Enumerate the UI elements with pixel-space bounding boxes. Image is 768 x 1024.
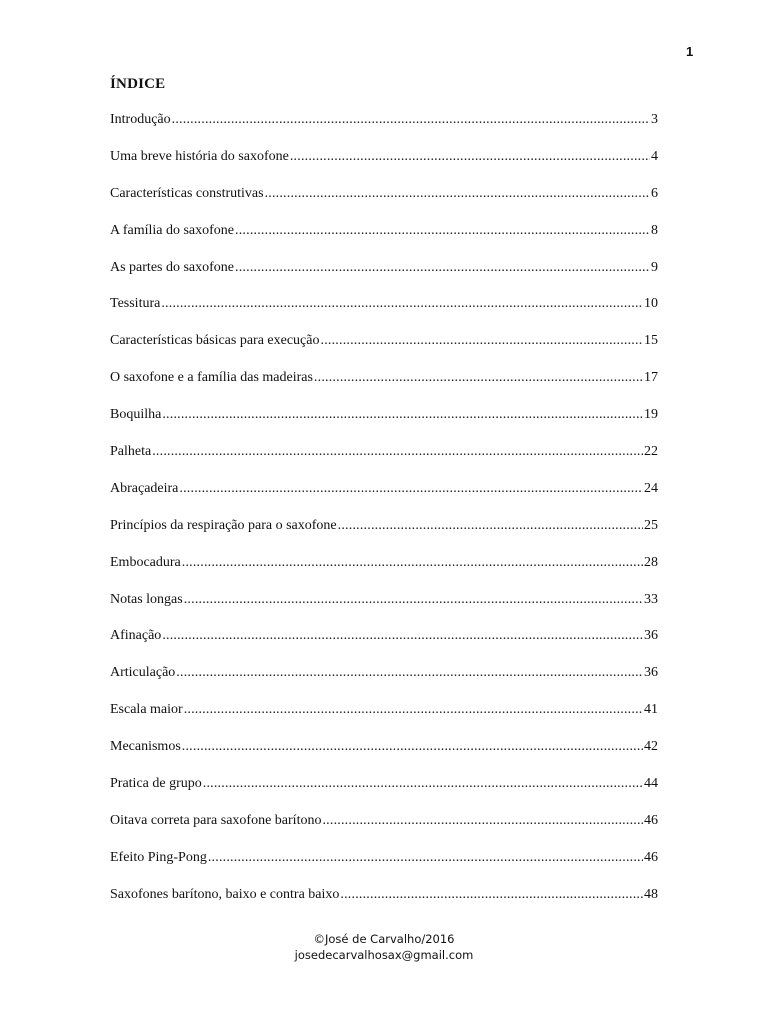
- toc-entry-label: Notas longas: [110, 591, 183, 607]
- toc-entry: [110, 296, 658, 333]
- toc-entry-page: 19: [644, 407, 658, 423]
- toc-entry-label: Boquilha: [110, 407, 162, 423]
- toc-entry: [110, 850, 658, 887]
- toc-entry: [110, 149, 658, 186]
- toc-entry-page: 15: [644, 333, 658, 349]
- toc-leader-dots: [235, 223, 650, 239]
- toc-entry: [110, 739, 658, 776]
- toc-entry: [110, 592, 658, 629]
- toc-leader-dots: [182, 555, 643, 571]
- toc-entry-label: Oitava correta para saxofone barítono: [110, 812, 322, 828]
- toc-leader-dots: [184, 702, 643, 718]
- toc-entry: [110, 776, 658, 813]
- toc-entry: [110, 481, 658, 518]
- toc-entry-label: Abraçadeira: [110, 480, 179, 496]
- toc-entry-label: Introdução: [110, 112, 171, 127]
- toc-entry-page: 46: [644, 849, 658, 865]
- toc-entry-label: Pratica de grupo: [110, 776, 202, 792]
- toc-entry: [110, 628, 658, 665]
- toc-entry-page: 46: [644, 812, 658, 828]
- toc-entry: [110, 370, 658, 407]
- toc-entry-page: 3: [651, 112, 658, 127]
- toc-leader-dots: [322, 813, 643, 829]
- toc-entry-page: 24: [644, 480, 658, 496]
- toc-entry: [110, 702, 658, 739]
- toc-leader-dots: [182, 739, 643, 755]
- toc-entry: [110, 333, 658, 370]
- toc-leader-dots: [179, 481, 643, 497]
- toc-entry-label: A família do saxofone: [110, 222, 235, 238]
- toc-entry-label: Mecanismos: [110, 739, 181, 755]
- toc-entry-label: Afinação: [110, 628, 162, 644]
- toc-entry-label: Uma breve história do saxofone: [110, 148, 289, 164]
- toc-leader-dots: [152, 444, 643, 460]
- toc-entry-label: Tessitura: [110, 296, 161, 312]
- toc-entry: [110, 444, 658, 481]
- toc-entry-label: Efeito Ping-Pong: [110, 849, 207, 865]
- toc-entry-page: 41: [644, 702, 658, 718]
- toc-entry: [110, 555, 658, 592]
- toc-entry-label: Palheta: [110, 444, 152, 460]
- toc-entry-label: Características construtivas: [110, 185, 264, 201]
- toc-entry-page: 10: [644, 296, 658, 312]
- toc-entry-page: 48: [644, 886, 658, 902]
- toc-entry-label: Características básicas para execução: [110, 333, 320, 349]
- toc-entry-page: 36: [644, 665, 658, 681]
- toc-entry: [110, 260, 658, 297]
- toc-leader-dots: [172, 112, 650, 128]
- toc-leader-dots: [208, 850, 643, 866]
- table-of-contents: [110, 112, 658, 924]
- toc-entry: [110, 518, 658, 555]
- toc-entry: [110, 665, 658, 702]
- toc-leader-dots: [314, 370, 643, 386]
- toc-entry: [110, 887, 658, 924]
- toc-entry-label: Articulação: [110, 665, 176, 681]
- toc-entry-page: 17: [644, 370, 658, 386]
- toc-entry-page: 9: [651, 259, 658, 275]
- toc-leader-dots: [340, 887, 643, 903]
- page-number: 1: [686, 44, 694, 59]
- toc-entry-label: Princípios da respiração para o saxofone: [110, 517, 337, 533]
- toc-leader-dots: [338, 518, 643, 534]
- toc-entry: [110, 813, 658, 850]
- toc-entry-page: 42: [644, 739, 658, 755]
- toc-entry: [110, 186, 658, 223]
- toc-entry-label: As partes do saxofone: [110, 259, 235, 275]
- toc-leader-dots: [184, 592, 643, 608]
- toc-leader-dots: [235, 260, 650, 276]
- toc-entry-page: 36: [644, 628, 658, 644]
- toc-leader-dots: [161, 296, 643, 312]
- toc-entry-label: O saxofone e a família das madeiras: [110, 370, 313, 386]
- toc-entry-label: Saxofones barítono, baixo e contra baixo: [110, 886, 340, 902]
- toc-leader-dots: [290, 149, 650, 165]
- toc-entry-page: 44: [644, 776, 658, 792]
- toc-leader-dots: [162, 407, 643, 423]
- toc-entry: [110, 407, 658, 444]
- toc-entry-page: 22: [644, 444, 658, 460]
- toc-leader-dots: [203, 776, 643, 792]
- toc-entry: [110, 112, 658, 149]
- toc-entry-page: 28: [644, 554, 658, 570]
- toc-leader-dots: [162, 628, 643, 644]
- toc-entry-page: 6: [651, 185, 658, 201]
- toc-entry-page: 4: [651, 148, 658, 164]
- toc-leader-dots: [265, 186, 650, 202]
- toc-entry-label: Escala maior: [110, 702, 183, 718]
- toc-entry-page: 33: [644, 591, 658, 607]
- toc-leader-dots: [176, 665, 643, 681]
- toc-entry-page: 25: [644, 517, 658, 533]
- toc-entry-page: 8: [651, 222, 658, 238]
- index-title: ÍNDICE: [110, 76, 166, 92]
- toc-entry: [110, 223, 658, 260]
- footer: [0, 931, 768, 963]
- toc-leader-dots: [321, 333, 644, 349]
- footer-email: josedecarvalhosax@gmail.com: [294, 948, 474, 962]
- toc-entry-label: Embocadura: [110, 554, 181, 570]
- footer-copyright: ©José de Carvalho/2016: [313, 932, 455, 946]
